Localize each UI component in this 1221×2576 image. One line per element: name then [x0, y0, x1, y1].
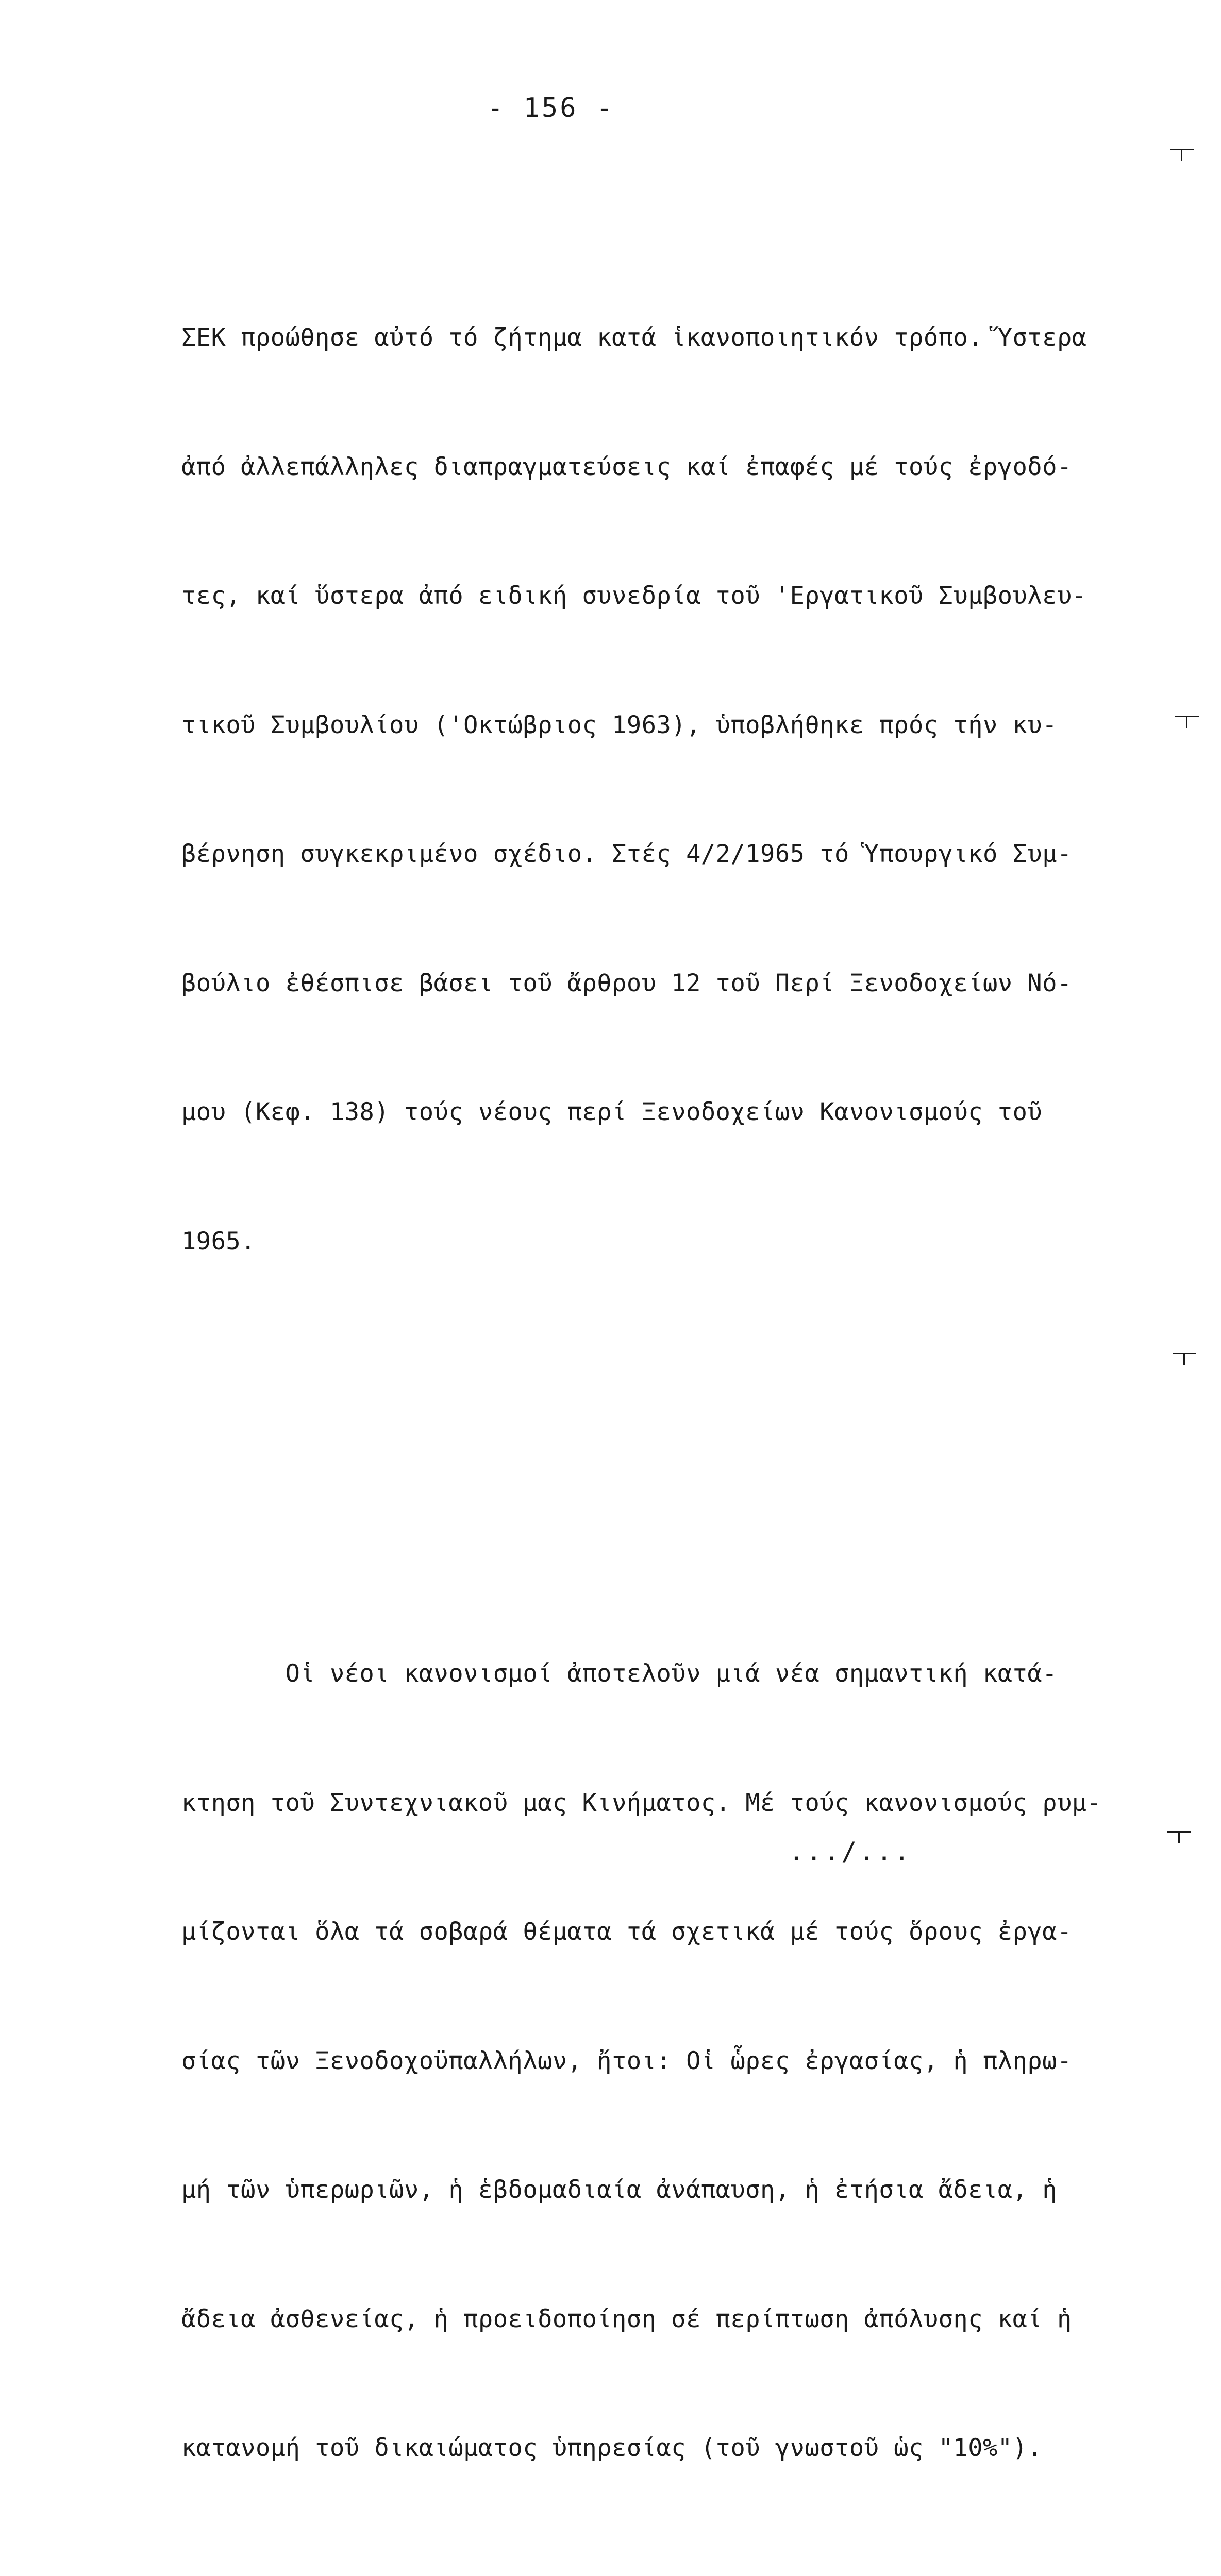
text-line: βούλιο ἐθέσπισε βάσει τοῦ ἄρθρου 12 τοῦ Περί Ξενοδοχείων Νό- — [181, 969, 1072, 997]
text-line: βέρνηση συγκεκριμένο σχέδιο. Στές 4/2/1965 τό Ὑπουργικό Συμ- — [181, 840, 1072, 868]
registration-mark-icon — [1173, 1346, 1196, 1366]
registration-mark-icon — [1175, 708, 1199, 729]
text-line: τες, καί ὕστερα ἀπό ειδική συνεδρία τοῦ 'Εργατικοῦ Συμβουλευ- — [181, 582, 1087, 610]
text-line: μίζονται ὅλα τά σοβαρά θέματα τά σχετικά μέ τούς ὅρους ἐργα- — [181, 1918, 1072, 1946]
continuation-mark: .../... — [789, 1837, 912, 1867]
text-line: κτηση τοῦ Συντεχνιακοῦ μας Κινήματος. Μέ τούς κανονισμούς ρυμ- — [181, 1788, 1102, 1817]
text-line: Οἱ νέοι κανονισμοί ἀποτελοῦν μιά νέα σημαντική κατά- — [181, 1659, 1057, 1688]
paragraph-gap — [181, 1435, 1109, 1480]
text-line: ἀπό ἀλλεπάλληλες διαπραγματεύσεις καί ἐπαφές μέ τούς ἐργοδό- — [181, 452, 1072, 481]
registration-mark-icon — [1167, 1824, 1191, 1844]
text-line: κατανομή τοῦ δικαιώματος ὑπηρεσίας (τοῦ γνωστοῦ ὡς "10%"). — [181, 2434, 1043, 2462]
page-number: - 156 - — [487, 93, 615, 124]
registration-mark-icon — [1170, 142, 1194, 162]
text-line: ἄδεια ἀσθενείας, ἡ προειδοποίηση σέ περίπτωση ἀπόλυσης καί ἡ — [181, 2304, 1072, 2333]
document-body — [181, 144, 1109, 2576]
paragraph — [181, 1566, 1109, 2556]
text-line: μου (Κεφ. 138) τούς νέους περί Ξενοδοχείων Κανονισμούς τοῦ — [181, 1098, 1043, 1126]
paragraph — [181, 230, 1109, 1349]
text-line: τικοῦ Συμβουλίου ('Οκτώβριος 1963), ὑποβλήθηκε πρός τήν κυ- — [181, 710, 1057, 739]
text-line: σίας τῶν Ξενοδοχοϋπαλλήλων, ἤτοι: Οἱ ὧρες ἐργασίας, ἡ πληρω- — [181, 2046, 1072, 2075]
text-line: 1965. — [181, 1227, 256, 1256]
text-line: ΣΕΚ προώθησε αὐτό τό ζήτημα κατά ἱκανοποιητικόν τρόπο. Ὕστερα — [181, 324, 1087, 352]
text-line: μή τῶν ὑπερωριῶν, ἡ ἑβδομαδιαία ἀνάπαυση, ἡ ἐτήσια ἄδεια, ἡ — [181, 2176, 1057, 2204]
